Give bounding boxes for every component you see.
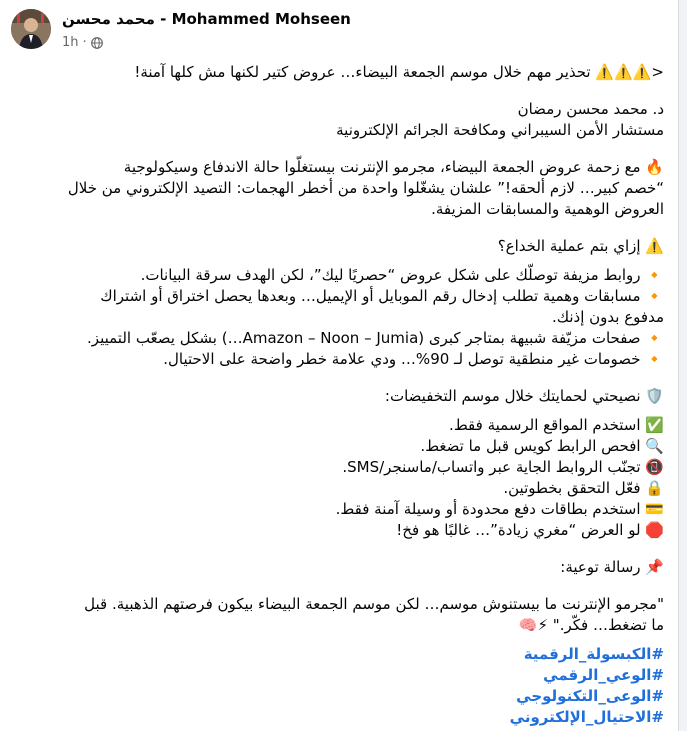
how-title: ⚠️ إزاي بتم عملية الخداع؟	[497, 237, 664, 255]
intro-line: العروض الوهمية والمسابقات المزيفة.	[431, 200, 664, 218]
tip-item: 🔍 افحص الرابط كويس قبل ما تضغط.	[420, 437, 664, 455]
shield-icon: 🛡️	[645, 387, 664, 405]
list-item: 🔸 صفحات مزيّفة شبيهة بمتاجر كبرى (Amazon – Noon – Jumia…) بشكل يصعّب التمييز.	[87, 329, 664, 347]
no-phone-icon: 📵	[645, 458, 664, 476]
meta-separator: ·	[82, 35, 87, 50]
post-time[interactable]: 1h	[62, 35, 79, 50]
avatar-photo	[11, 9, 51, 49]
orange-diamond-icon: 🔸	[645, 329, 664, 347]
list-item: 🔸 روابط مزيفة توصلّك على شكل عروض “حصريًا ليك”، لكن الهدف سرقة البيانات.	[140, 266, 664, 284]
hashtag-link[interactable]: #الوعي_الرقمي	[543, 666, 664, 684]
warning-icon: ⚠️	[645, 237, 664, 255]
awareness-title: 📌 رسالة توعية:	[560, 558, 664, 576]
credit-card-icon: 💳	[645, 500, 664, 518]
post-body	[0, 62, 664, 728]
lock-icon: 🔒	[645, 479, 664, 497]
stop-sign-icon: 🛑	[645, 521, 664, 539]
post-meta	[62, 35, 103, 50]
spacer	[0, 83, 664, 99]
pushpin-icon: 📌	[645, 558, 664, 576]
quote-line: ما تضغط… فكّر." 🧠⚡	[518, 616, 664, 634]
fire-icon: 🔥	[645, 158, 664, 176]
orange-diamond-icon: 🔸	[645, 266, 664, 284]
post-headline: ⚠️⚠️⚠️> تحذير مهم خلال موسم الجمعة البيضاء… عروض كتير لكنها مش كلها آمنة!	[134, 63, 664, 81]
spacer	[0, 141, 664, 157]
intro-line: 🔥 مع زحمة عروض الجمعة البيضاء، مجرمو الإنترنت بيستغلّوا حالة الاندفاع وسيكولوجية	[123, 158, 664, 176]
intro-line: “خصم كبير… لازم ألحقه!” علشان يشغّلوا واحدة من أخطر الهجمات: التصيد الإلكتروني من خلال	[67, 179, 664, 197]
spacer	[0, 636, 664, 644]
spacer	[0, 541, 664, 557]
tip-item: 🛑 لو العرض “مغري زيادة”… غالبًا هو فخ!	[396, 521, 664, 539]
tip-item: 📵 تجنّب الروابط الجاية عبر واتساب/ماسنجر/SMS.	[342, 458, 664, 476]
signature-title: مستشار الأمن السيبراني ومكافحة الجرائم الإلكترونية	[336, 121, 664, 139]
tips-title: 🛡️ نصيحتي لحمايتك خلال موسم التخفيضات:	[384, 387, 664, 405]
quote-line: "مجرمو الإنترنت ما بيستنوش موسم… لكن موسم الجمعة البيضاء بيكون فرصتهم الذهبية. قبل	[84, 595, 664, 613]
tip-item: 💳 استخدم بطاقات دفع محدودة أو وسيلة آمنة فقط.	[335, 500, 664, 518]
list-item: 🔸 مسابقات وهمية تطلب إدخال رقم الموبايل أو الإيميل… وبعدها يحصل اختراق أو اشتراك	[100, 287, 664, 305]
signature-name: د. محمد محسن رمضان	[517, 100, 664, 118]
tip-item: ✅ استخدم المواقع الرسمية فقط.	[449, 416, 664, 434]
hashtag-link[interactable]: #الاحتيال_الإلكتروني	[509, 708, 664, 726]
spacer	[0, 220, 664, 236]
spacer	[0, 257, 664, 265]
spacer	[0, 578, 664, 594]
hashtag-link[interactable]: #الكبسولة_الرقمية	[523, 645, 664, 663]
author-avatar[interactable]	[11, 9, 51, 49]
brain-lightning-icon: 🧠⚡	[518, 616, 549, 634]
magnifier-icon: 🔍	[645, 437, 664, 455]
globe-icon[interactable]	[91, 37, 103, 49]
list-item-continued: مدفوع بدون إذنك.	[551, 308, 664, 326]
author-name[interactable]: محمد محسن - Mohammed Mohseen	[62, 10, 351, 28]
warning-icon: ⚠️⚠️⚠️>	[595, 63, 664, 81]
orange-diamond-icon: 🔸	[645, 287, 664, 305]
tip-item: 🔒 فعّل التحقق بخطوتين.	[503, 479, 664, 497]
check-mark-icon: ✅	[645, 416, 664, 434]
orange-diamond-icon: 🔸	[645, 350, 664, 368]
hashtag-link[interactable]: #الوعى_التكنولوجي	[516, 687, 664, 705]
post-header	[8, 6, 668, 54]
spacer	[0, 407, 664, 415]
spacer	[0, 370, 664, 386]
list-item: 🔸 خصومات غير منطقية توصل لـ 90%… ودي علامة خطر واضحة على الاحتيال.	[163, 350, 664, 368]
